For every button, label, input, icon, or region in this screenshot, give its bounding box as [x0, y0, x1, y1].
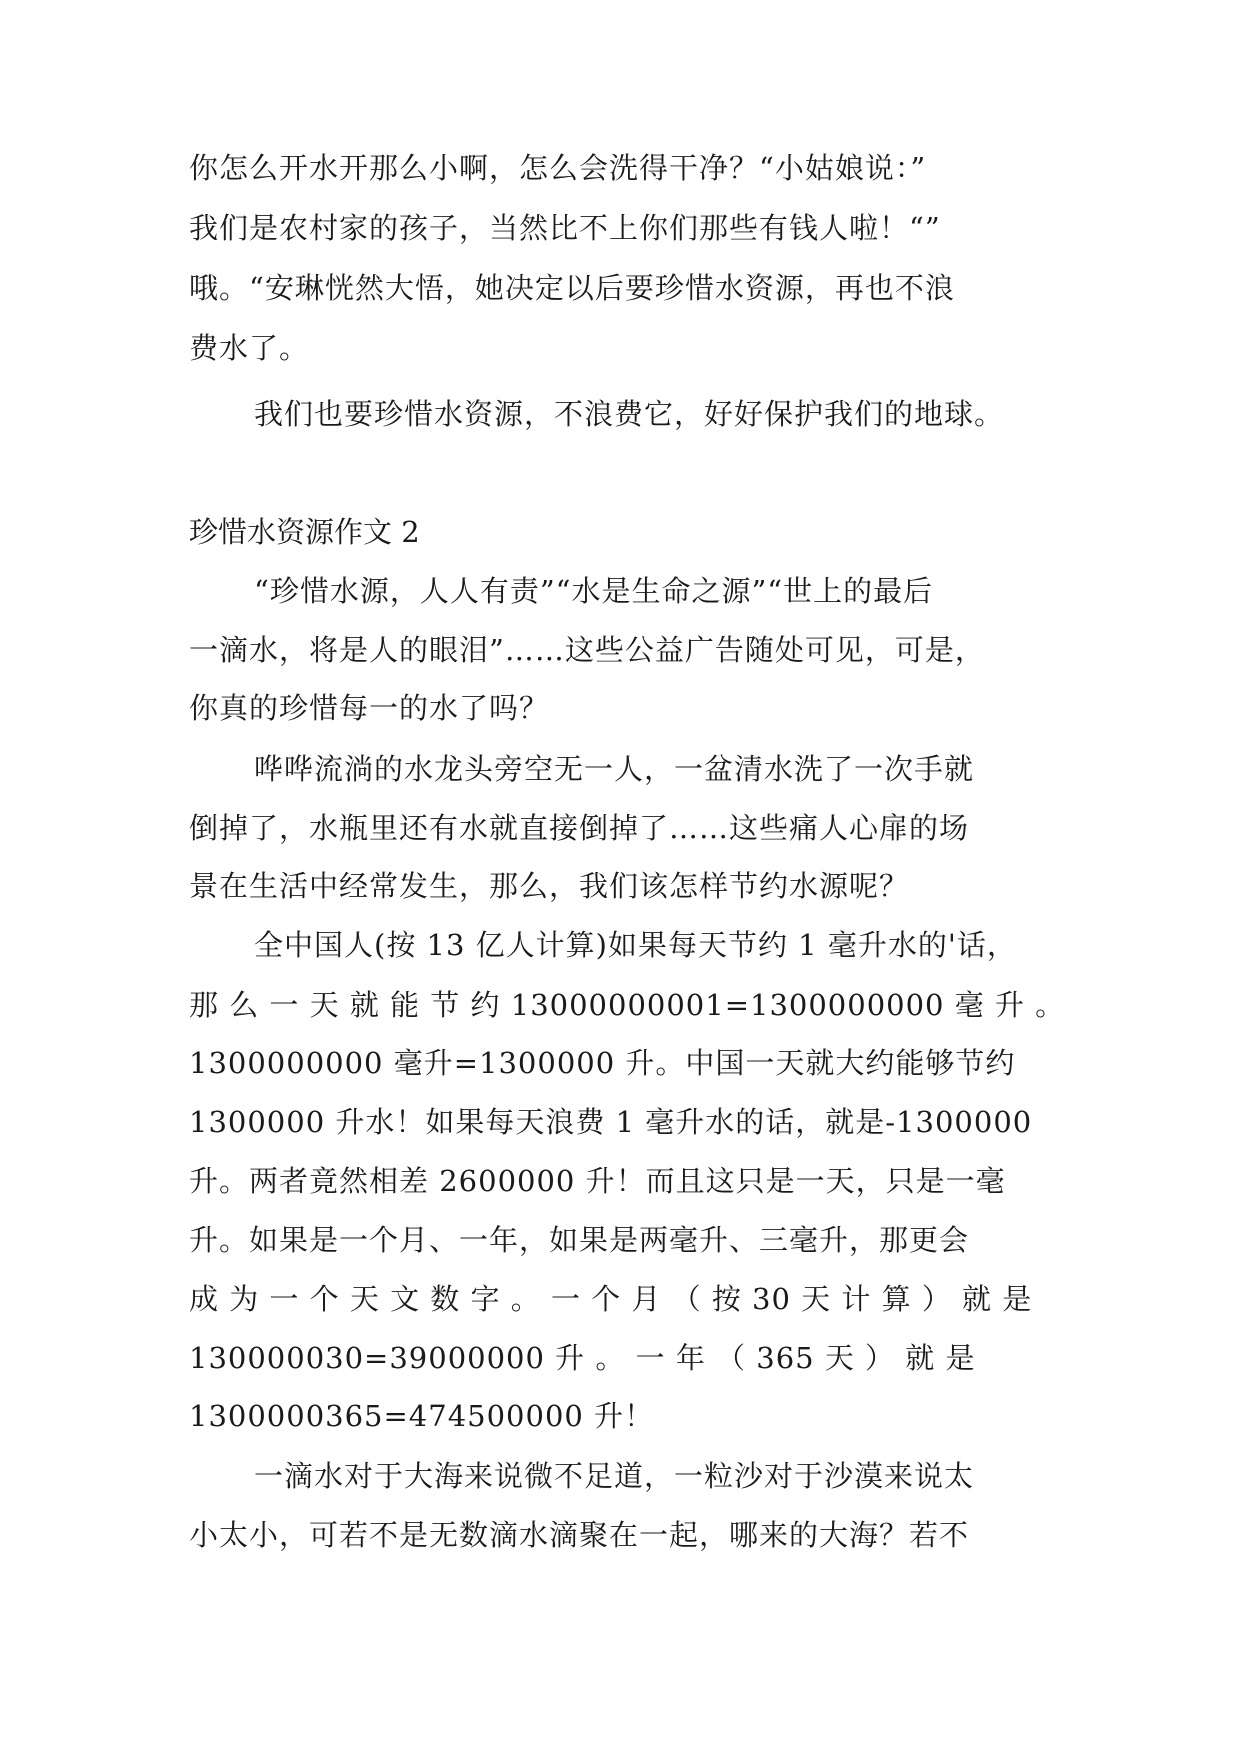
text-line: 哦。“安琳恍然大悟，她决定以后要珍惜水资源，再也不浪 — [189, 271, 955, 305]
section-heading: 珍惜水资源作文 2 — [189, 515, 420, 549]
text-line: “珍惜水源，人人有责”“水是生命之源”“世上的最后 — [254, 574, 934, 608]
text-line: 费水了。 — [189, 331, 310, 365]
text-line: 倒掉了，水瓶里还有水就直接倒掉了……这些痛人心扉的场 — [189, 811, 970, 845]
text-line: 全中国人(按 13 亿人计算)如果每天节约 1 毫升水的'话， — [254, 928, 1017, 962]
text-line: 升。两者竟然相差 2600000 升！而且这只是一天，只是一毫 — [189, 1164, 1006, 1198]
text-line: 一滴水对于大海来说微不足道，一粒沙对于沙漠来说太 — [254, 1459, 975, 1493]
text-line: 我们是农村家的孩子，当然比不上你们那些有钱人啦！“” — [189, 211, 941, 245]
text-line: 哗哗流淌的水龙头旁空无一人，一盆清水洗了一次手就 — [254, 752, 975, 786]
text-line: 景在生活中经常发生，那么，我们该怎样节约水源呢？ — [189, 869, 910, 903]
text-line: 130000030=39000000 升 。 一 年 （ 365 天 ） 就 是 — [189, 1341, 976, 1375]
text-line: 小太小，可若不是无数滴水滴聚在一起，哪来的大海？若不 — [189, 1518, 970, 1552]
text-line: 你怎么开水开那么小啊，怎么会洗得干净？“小姑娘说：” — [189, 151, 927, 185]
text-line: 成 为 一 个 天 文 数 字 。 一 个 月 （ 按 30 天 计 算 ） 就 是 — [189, 1282, 1033, 1316]
text-line: 升。如果是一个月、一年，如果是两毫升、三毫升，那更会 — [189, 1223, 970, 1257]
text-line: 一滴水，将是人的眼泪”……这些公益广告随处可见，可是， — [189, 633, 985, 667]
text-line: 1300000000 毫升=1300000 升。中国一天就大约能够节约 — [189, 1046, 1016, 1080]
text-line: 你真的珍惜每一的水了吗？ — [189, 691, 550, 725]
text-line: 那 么 一 天 就 能 节 约 13000000001=1300000000 毫 升 。 — [189, 988, 1066, 1022]
text-line: 1300000 升水！如果每天浪费 1 毫升水的话，就是-1300000 — [189, 1105, 1033, 1139]
text-line: 1300000365=474500000 升！ — [189, 1399, 655, 1433]
text-line: 我们也要珍惜水资源，不浪费它，好好保护我们的地球。 — [254, 397, 1005, 431]
